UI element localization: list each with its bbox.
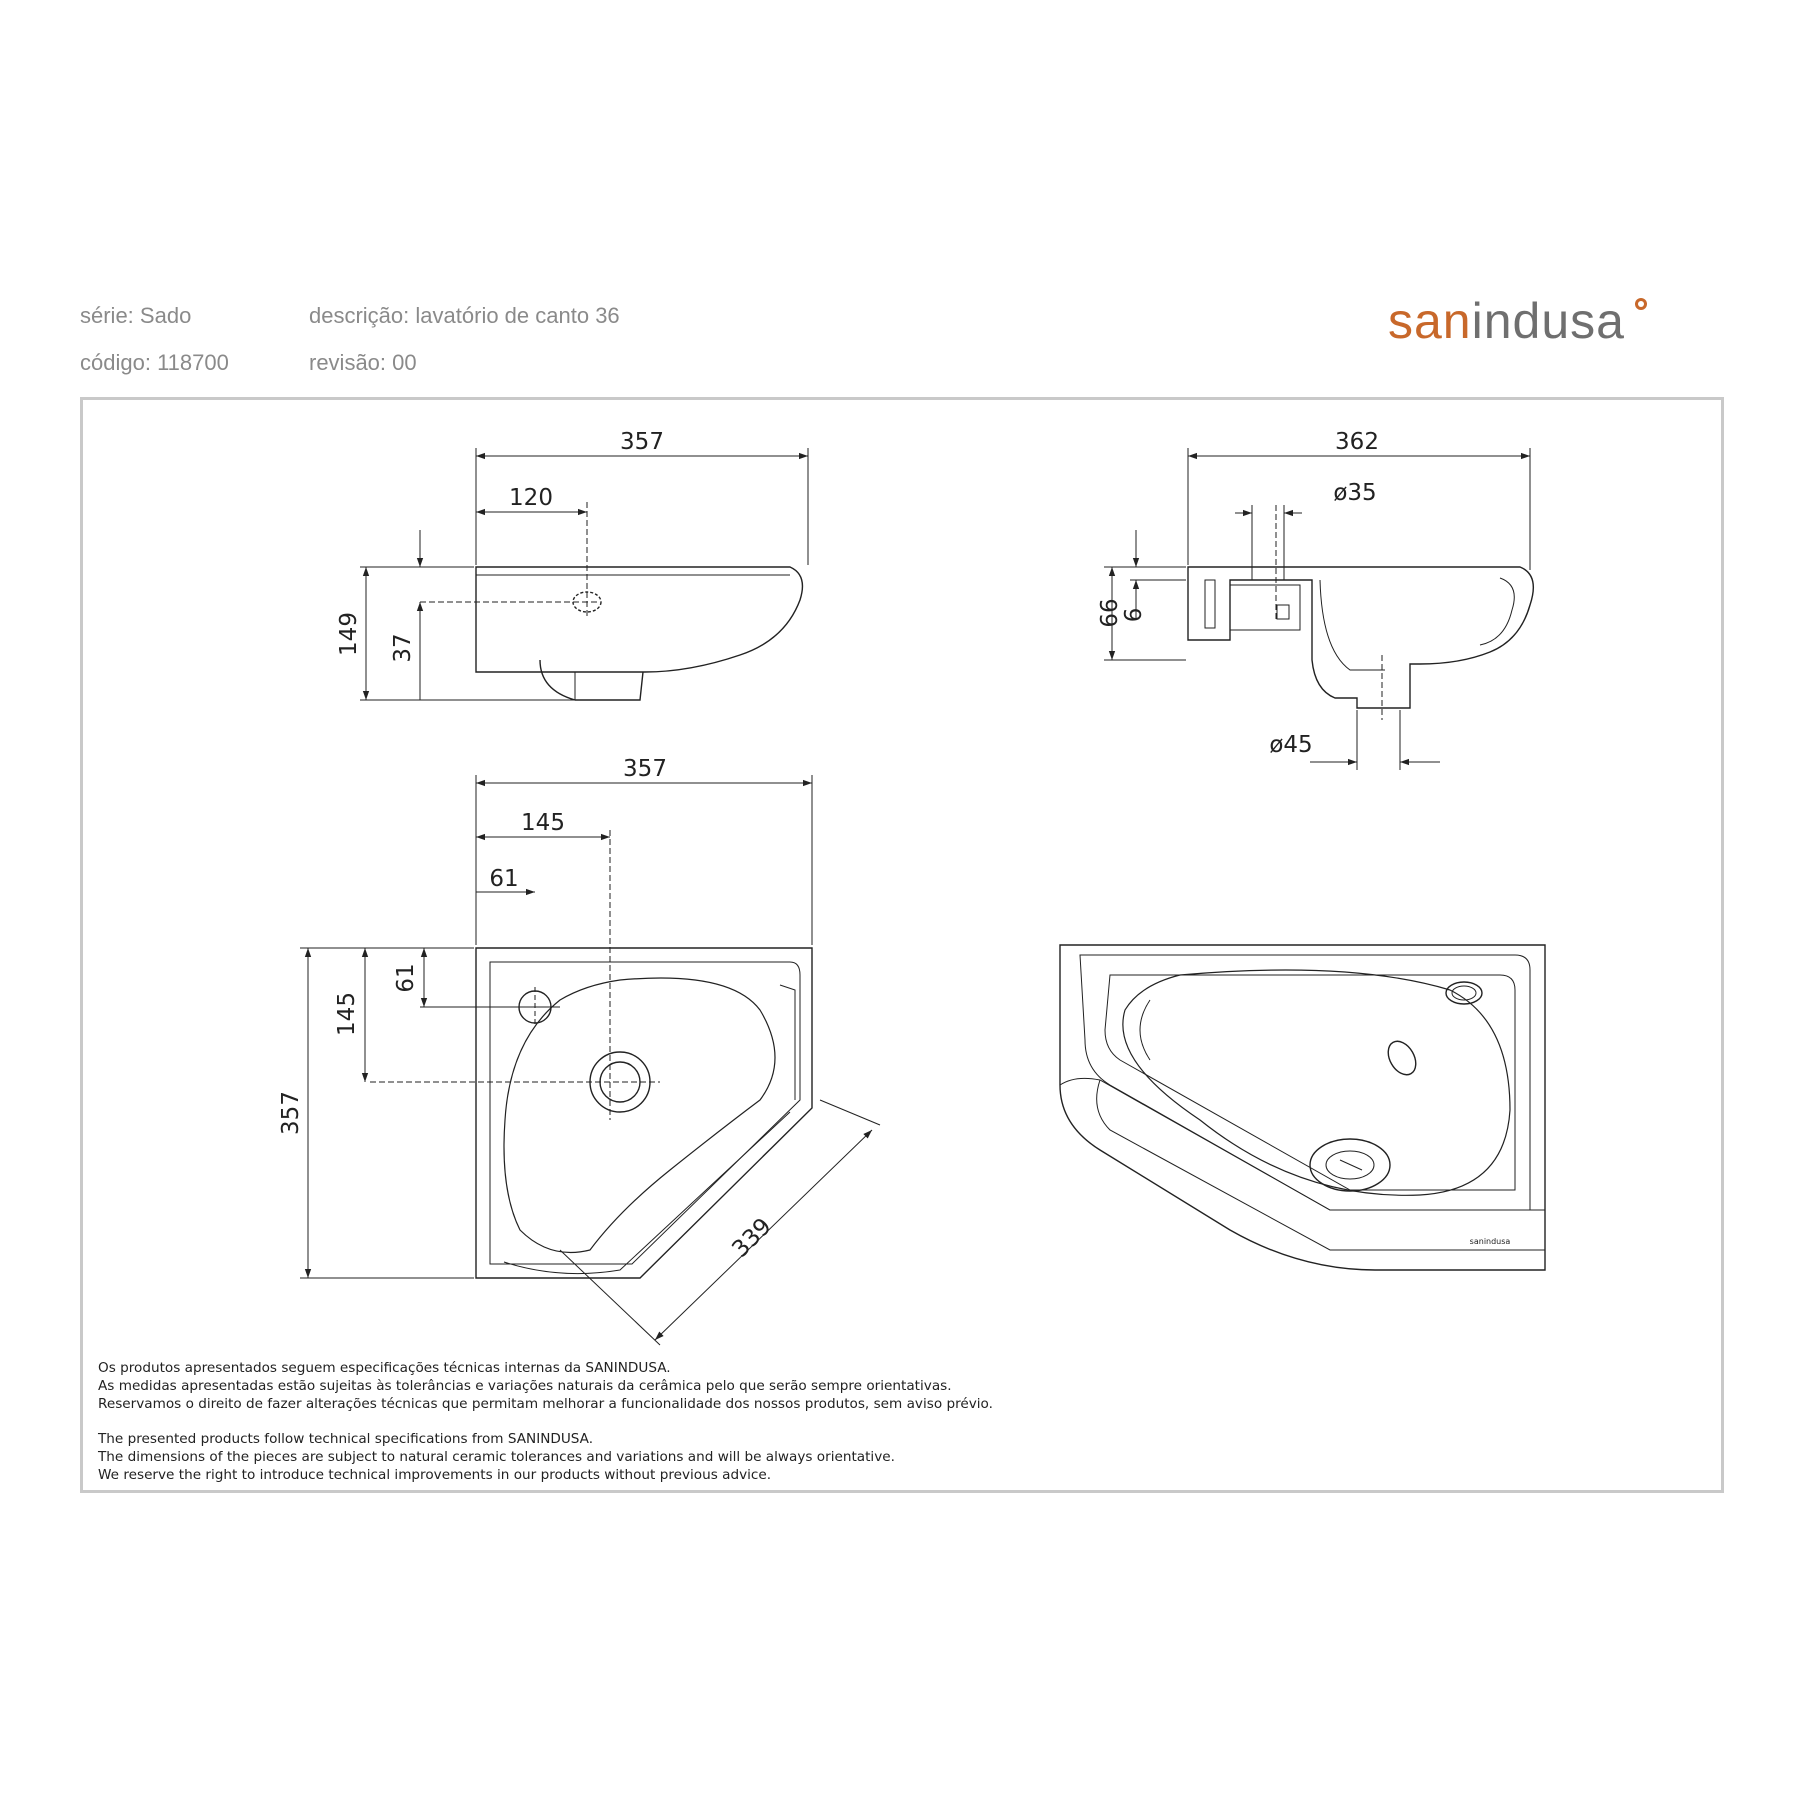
top-tap-offset-y-label: 61 [393,963,419,993]
side-section-view [1104,448,1533,770]
top-bowl-offset-y-label: 145 [334,992,360,1036]
logo-part-indusa: indusa [1471,293,1625,349]
note-pt-2: As medidas apresentadas estão sujeitas às tolerâncias e variações naturais da cerâmica pelo que serão sempre orientativas. [98,1378,952,1394]
revisao-value: 00 [392,350,417,375]
logo-part-san: san [1388,293,1472,349]
engraved-brand-mark: sanindusa [1469,1237,1511,1246]
codigo-label: código: [80,350,151,375]
top-tap-offset-x-label: 61 [489,866,519,892]
top-width-label: 357 [623,756,667,782]
side-tap-diameter-label: ø35 [1333,480,1377,506]
front-tap-offset-label: 120 [509,485,553,511]
codigo-value: 118700 [157,350,229,375]
note-pt-3: Reservamos o direito de fazer alterações técnicas que permitam melhorar a funcionalidade dos nossos produtos, sem aviso prévio. [98,1396,993,1412]
front-width-label: 357 [620,429,664,455]
top-view [300,775,880,1345]
note-pt-1: Os produtos apresentados seguem especificações técnicas internas da SANINDUSA. [98,1360,671,1376]
descricao-value: lavatório de canto 36 [415,303,620,328]
perspective-view [1060,945,1545,1270]
descricao-label: descrição: [309,303,410,328]
revisao-label: revisão: [309,350,387,375]
side-waste-diameter-label: ø45 [1269,732,1313,758]
front-view [360,448,808,700]
top-diagonal-label: 339 [727,1213,777,1263]
side-height-label: 99 [1094,598,1120,628]
side-width-label: 362 [1335,429,1379,455]
top-bowl-offset-label: 145 [521,810,565,836]
serie-value: Sado [139,303,192,328]
top-depth-label: 357 [278,1091,304,1135]
serie-label: série: [80,303,134,328]
note-en-2: The dimensions of the pieces are subject to natural ceramic tolerances and variations and will be always orientative. [98,1449,895,1465]
side-rim-label: 9 [1118,607,1144,623]
note-en-1: The presented products follow technical specifications from SANINDUSA. [98,1431,594,1447]
front-tap-height-label: 37 [390,633,416,663]
note-en-3: We reserve the right to introduce technical improvements in our products without previous advice. [98,1467,772,1483]
front-height-label: 149 [336,612,362,656]
disclaimer-notes [98,1359,993,1484]
